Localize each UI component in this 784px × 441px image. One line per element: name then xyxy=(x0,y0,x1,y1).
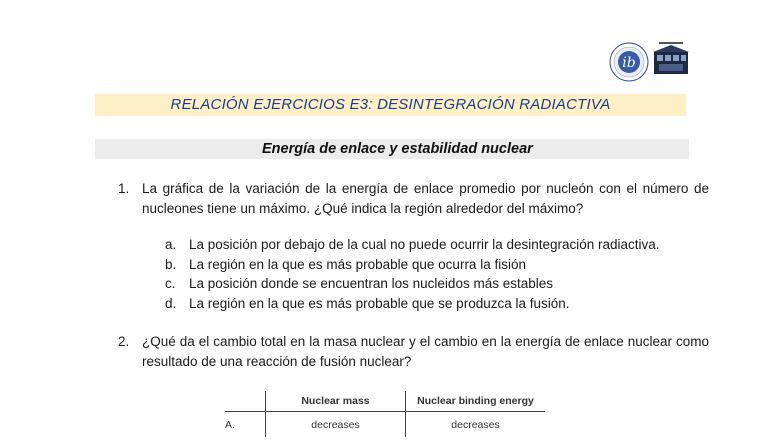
ib-logo-icon xyxy=(610,43,648,81)
option-text: La posición por debajo de la cual no puede ocurrir la desintegración radiactiva. xyxy=(189,237,660,252)
question-text: La gráfica de la variación de la energía de enlace promedio por nucleón con el número de nucleones tiene un máximo. ¿Qué indica la región alrededor del máximo? xyxy=(142,181,709,216)
school-building-logo-icon xyxy=(653,42,689,74)
answer-table xyxy=(225,391,545,437)
table-cell: A. xyxy=(225,418,235,431)
question-number: 2. xyxy=(118,334,130,349)
question-text: ¿Qué da el cambio total en la masa nuclear y el cambio en la energía de enlace nuclear como resultado de una reacción de fusión nuclear? xyxy=(142,334,709,369)
table-cell: decreases xyxy=(406,412,546,438)
option-letter: b. xyxy=(165,256,177,272)
logos-icon xyxy=(607,40,702,84)
table-header-row xyxy=(225,391,545,412)
page-title: RELACIÓN EJERCICIOS E3: DESINTEGRACIÓN RADIACTIVA xyxy=(170,96,611,113)
question-2 xyxy=(118,332,709,372)
table-header: Nuclear binding energy xyxy=(406,391,546,412)
option-letter: d. xyxy=(165,295,177,311)
svg-text:ib: ib xyxy=(622,55,636,71)
header-logos xyxy=(607,40,702,84)
option-text: La región en la que es más probable que se produzca la fusión. xyxy=(189,295,570,311)
option-text: La región en la que es más probable que ocurra la fisión xyxy=(189,256,526,272)
question-number: 1. xyxy=(118,181,130,196)
option-text: La posición donde se encuentran los nucleidos más estables xyxy=(189,276,553,291)
question-1 xyxy=(118,179,709,219)
table-cell: decreases xyxy=(266,412,406,438)
option-letter: a. xyxy=(165,237,177,252)
option-letter: c. xyxy=(165,276,176,291)
table-row xyxy=(225,412,545,438)
table-header: Nuclear mass xyxy=(266,391,406,412)
subtitle-banner xyxy=(95,139,689,159)
title-banner xyxy=(95,94,686,116)
table-header xyxy=(225,391,266,412)
section-subtitle: Energía de enlace y estabilidad nuclear xyxy=(262,141,533,157)
